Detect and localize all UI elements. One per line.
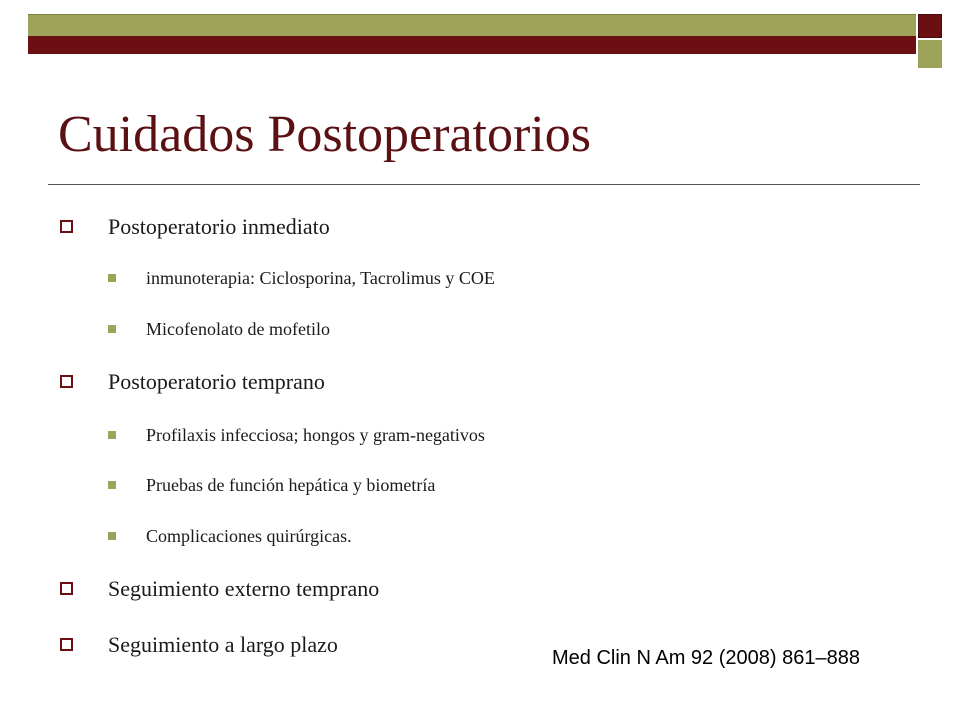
bullet-text: Micofenolato de mofetilo — [146, 319, 330, 339]
bullet-level1 — [60, 214, 330, 240]
corner-maroon-square — [918, 14, 942, 38]
bullet-text: Postoperatorio temprano — [108, 369, 325, 394]
filled-square-bullet-icon — [108, 532, 116, 540]
bullet-level1 — [60, 632, 338, 658]
header-decoration-bar — [28, 14, 916, 54]
bullet-text: Postoperatorio inmediato — [108, 214, 330, 239]
filled-square-bullet-icon — [108, 481, 116, 489]
citation: Med Clin N Am 92 (2008) 861–888 — [552, 647, 860, 669]
filled-square-bullet-icon — [108, 325, 116, 333]
hollow-square-bullet-icon — [60, 638, 73, 651]
bullet-level1 — [60, 369, 325, 395]
header-olive-band — [28, 14, 916, 36]
bullet-text: Complicaciones quirúrgicas. — [146, 526, 352, 546]
bullet-level2 — [108, 319, 330, 340]
filled-square-bullet-icon — [108, 274, 116, 282]
slide-title: Cuidados Postoperatorios — [58, 106, 591, 163]
title-divider — [48, 184, 920, 185]
hollow-square-bullet-icon — [60, 220, 73, 233]
filled-square-bullet-icon — [108, 431, 116, 439]
hollow-square-bullet-icon — [60, 375, 73, 388]
bullet-text: Pruebas de función hepática y biometría — [146, 475, 436, 495]
bullet-text: inmunoterapia: Ciclosporina, Tacrolimus y COE — [146, 268, 495, 288]
header-maroon-band — [28, 36, 916, 54]
bullet-level2 — [108, 268, 495, 289]
bullet-text: Profilaxis infecciosa; hongos y gram-negativos — [146, 425, 485, 445]
corner-decoration — [918, 14, 942, 68]
bullet-text: Seguimiento a largo plazo — [108, 632, 338, 657]
bullet-level1 — [60, 576, 379, 602]
corner-olive-square — [918, 40, 942, 68]
bullet-text: Seguimiento externo temprano — [108, 576, 380, 601]
bullet-level2 — [108, 425, 485, 446]
bullet-level2 — [108, 475, 435, 496]
bullet-level2 — [108, 526, 352, 547]
hollow-square-bullet-icon — [60, 582, 73, 595]
